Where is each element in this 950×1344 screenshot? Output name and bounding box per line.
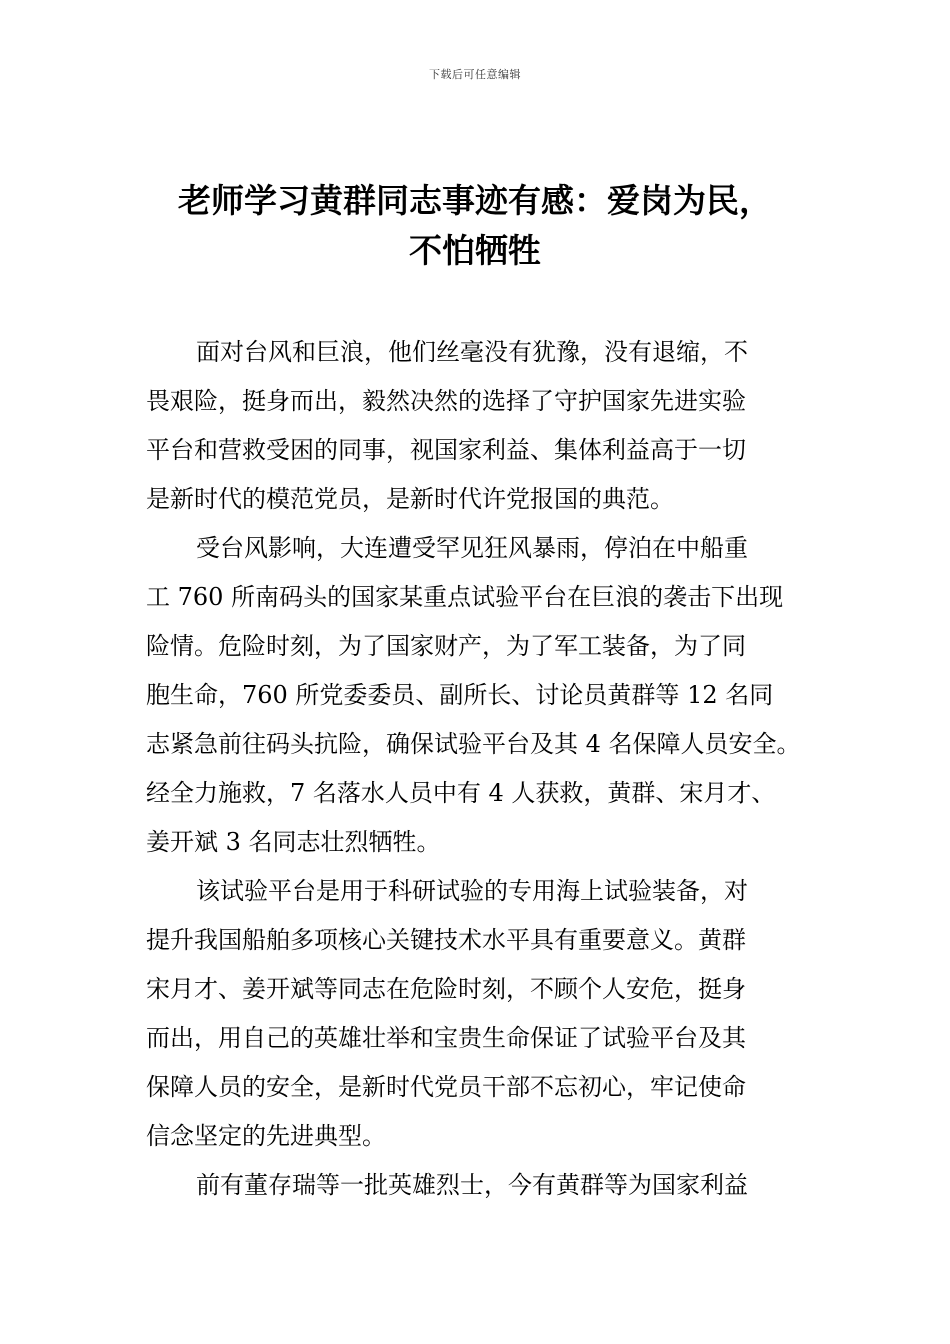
paragraph-3 (146, 867, 810, 1161)
title-line-2: 不怕牺牲 (409, 231, 541, 270)
text-line: 前有董存瑞等一批英雄烈士，今有黄群等为国家利益 (196, 1171, 748, 1199)
paragraph-4 (146, 1161, 810, 1210)
text-line: 面对台风和巨浪，他们丝毫没有犹豫，没有退缩，不 (196, 338, 748, 366)
text-line: 是新时代的模范党员，是新时代许党报国的典范。 (146, 485, 674, 513)
text-line: 志紧急前往码头抗险，确保试验平台及其 4 名保障人员安全。 (146, 730, 801, 758)
text-line: 而出，用自己的英雄壮举和宝贵生命保证了试验平台及其 (146, 1024, 746, 1052)
text-line: 平台和营救受困的同事，视国家利益、集体利益高于一切 (146, 436, 746, 464)
text-line: 保障人员的安全，是新时代党员干部不忘初心，牢记使命 (146, 1073, 746, 1101)
text-line: 工 760 所南码头的国家某重点试验平台在巨浪的袭击下出现 (146, 583, 784, 611)
text-line: 信念坚定的先进典型。 (146, 1122, 386, 1150)
text-line: 该试验平台是用于科研试验的专用海上试验装备，对 (196, 877, 748, 905)
text-line: 畏艰险，挺身而出，毅然决然的选择了守护国家先进实验 (146, 387, 746, 415)
text-line: 险情。危险时刻，为了国家财产，为了军工装备，为了同 (146, 632, 746, 660)
text-line: 经全力施救，7 名落水人员中有 4 人获救，黄群、宋月才、 (146, 779, 776, 807)
header-note: 下载后可任意编辑 (429, 68, 521, 81)
paragraph-1 (146, 328, 810, 524)
document-body (146, 328, 810, 1210)
paragraph-2 (146, 524, 810, 867)
text-line: 提升我国船舶多项核心关键技术水平具有重要意义。黄群 (146, 926, 746, 954)
text-line: 宋月才、姜开斌等同志在危险时刻，不顾个人安危，挺身 (146, 975, 746, 1003)
text-line: 胞生命，760 所党委委员、副所长、讨论员黄群等 12 名同 (146, 681, 774, 709)
text-line: 受台风影响，大连遭受罕见狂风暴雨，停泊在中船重 (196, 534, 748, 562)
title-line-1: 老师学习黄群同志事迹有感：爱岗为民， (178, 181, 772, 220)
document-title (100, 176, 850, 276)
text-line: 姜开斌 3 名同志壮烈牺牲。 (146, 828, 441, 856)
